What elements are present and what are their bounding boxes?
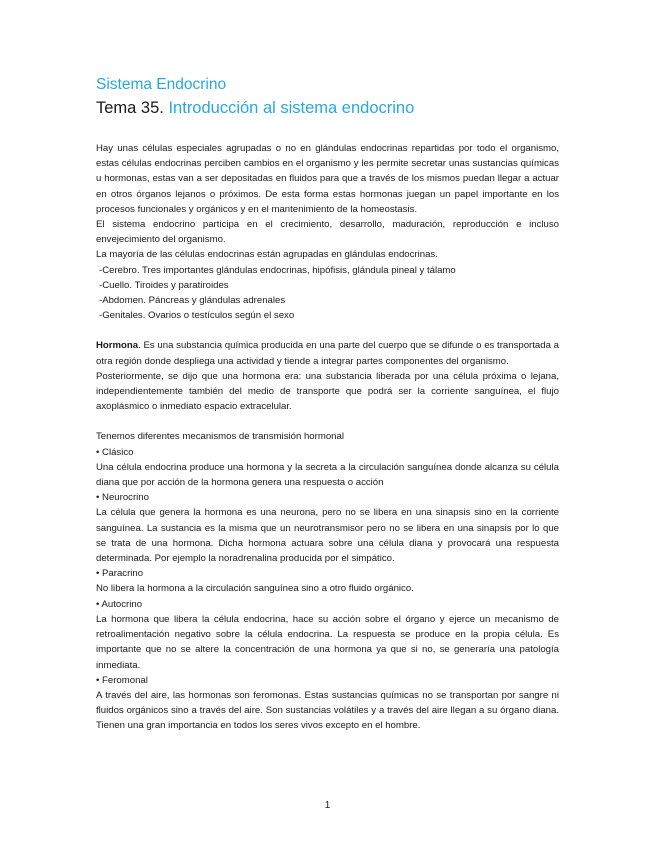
mecanismo-title: • Autocrino [96,598,143,610]
page-number: 1 [324,800,331,811]
mecanismo-text: No libera la hormona a la circulación sanguínea sino a otro fluido orgánico. [96,583,414,595]
intro-paragraph-3: La mayoría de las células endocrinas están agrupadas en glándulas endocrinas. [96,249,438,261]
hormona-term: Hormona [96,340,139,352]
mecanismo-text: La célula que genera la hormona es una neurona, pero no se libera en una sinapsis sino en la corriente sanguínea. La sustancia es la misma que un neurotransmisor pero no se libera en una sinapsis por lo que se trata de una hormona. Dicha hormona actuara sobre una célula diana y provocará una respuesta determinada. Por ejemplo la noradrenalina producida por el simpático. [96,507,559,565]
mecanismo-text: La hormona que libera la célula endocrina, hace su acción sobre el órgano y ejerce un mecanismo de retroalimentación negativo sobre la célula endocrina. La respuesta se produce en la propia célula. Es importante que no se altere la concentración de una hormona ya que si no, se generaría una patología inmediata. [96,613,559,671]
hormona-paragraph-2: Posteriormente, se dijo que una hormona era: una substancia liberada por una célula próxima o lejana, independientemente también del medio de transporte que podrá ser la corriente sanguínea, el flujo axoplásmico o inmediato espacio extracelular. [96,370,559,413]
mecanismo-text: Una célula endocrina produce una hormona y la secreta a la circulación sanguínea donde alcanza su célula diana que por acción de la hormona genera una respuesta o acción [96,461,559,489]
mecanismo-title: • Feromonal [96,674,148,686]
mecanismo-title: • Paracrino [96,568,144,580]
gland-list-item: -Genitales. Ovarios o testículos según el sexo [99,310,295,322]
topic-title: Introducción al sistema endocrino [168,99,415,117]
mecanismo-title: • Neurocrino [96,492,149,504]
intro-paragraph-1: Hay unas células especiales agrupadas o no en glándulas endocrinas repartidas por todo el organismo, estas células endocrinas perciben cambios en el organismo y les permite secretar unas sustancias químicas u hormonas, estas van a ser depositadas en fluidos para que a través de los mismos puedan llegar a actuar en otros órganos lejanos o próximos. De esta forma estas hormonas juegan un papel importante en los procesos funcionales y orgánicos y en el mantenimiento de la homeostasis. [96,143,559,215]
gland-list-item: -Cerebro. Tres importantes glándulas endocrinas, hipófisis, glándula pineal y tálamo [99,264,456,276]
gland-list-item: -Cuello. Tiroides y paratiroides [99,279,229,291]
intro-paragraph-2: El sistema endocrino participa en el crecimiento, desarrollo, maduración, reproducción e incluso envejecimiento del organismo. [96,219,559,246]
subject-heading: Sistema Endocrino [96,76,227,93]
gland-list-item: -Abdomen. Páncreas y glándulas adrenales [99,295,286,307]
topic-prefix: Tema 35. [96,99,169,117]
document-body [96,141,559,734]
hormona-definition-text: . Es una substancia química producida en una parte del cuerpo que se difunde o es transportada a otra región donde despliega una actividad y tiende a integrar partes componentes del organismo. [96,340,559,367]
mecanismo-title: • Clásico [96,446,134,458]
hormona-definition [96,338,559,368]
mecanismos-intro: Tenemos diferentes mecanismos de transmisión hormonal [96,431,344,443]
topic-heading [96,99,414,118]
mecanismo-text: A través del aire, las hormonas son feromonas. Estas sustancias químicas no se transportan por sangre ni fluidos orgánicos sino a través del aire. Son sustancias volátiles y a través del aire llegan a su órgano diana. Tienen una gran importancia en todos los seres vivos excepto en el hombre. [96,689,559,732]
